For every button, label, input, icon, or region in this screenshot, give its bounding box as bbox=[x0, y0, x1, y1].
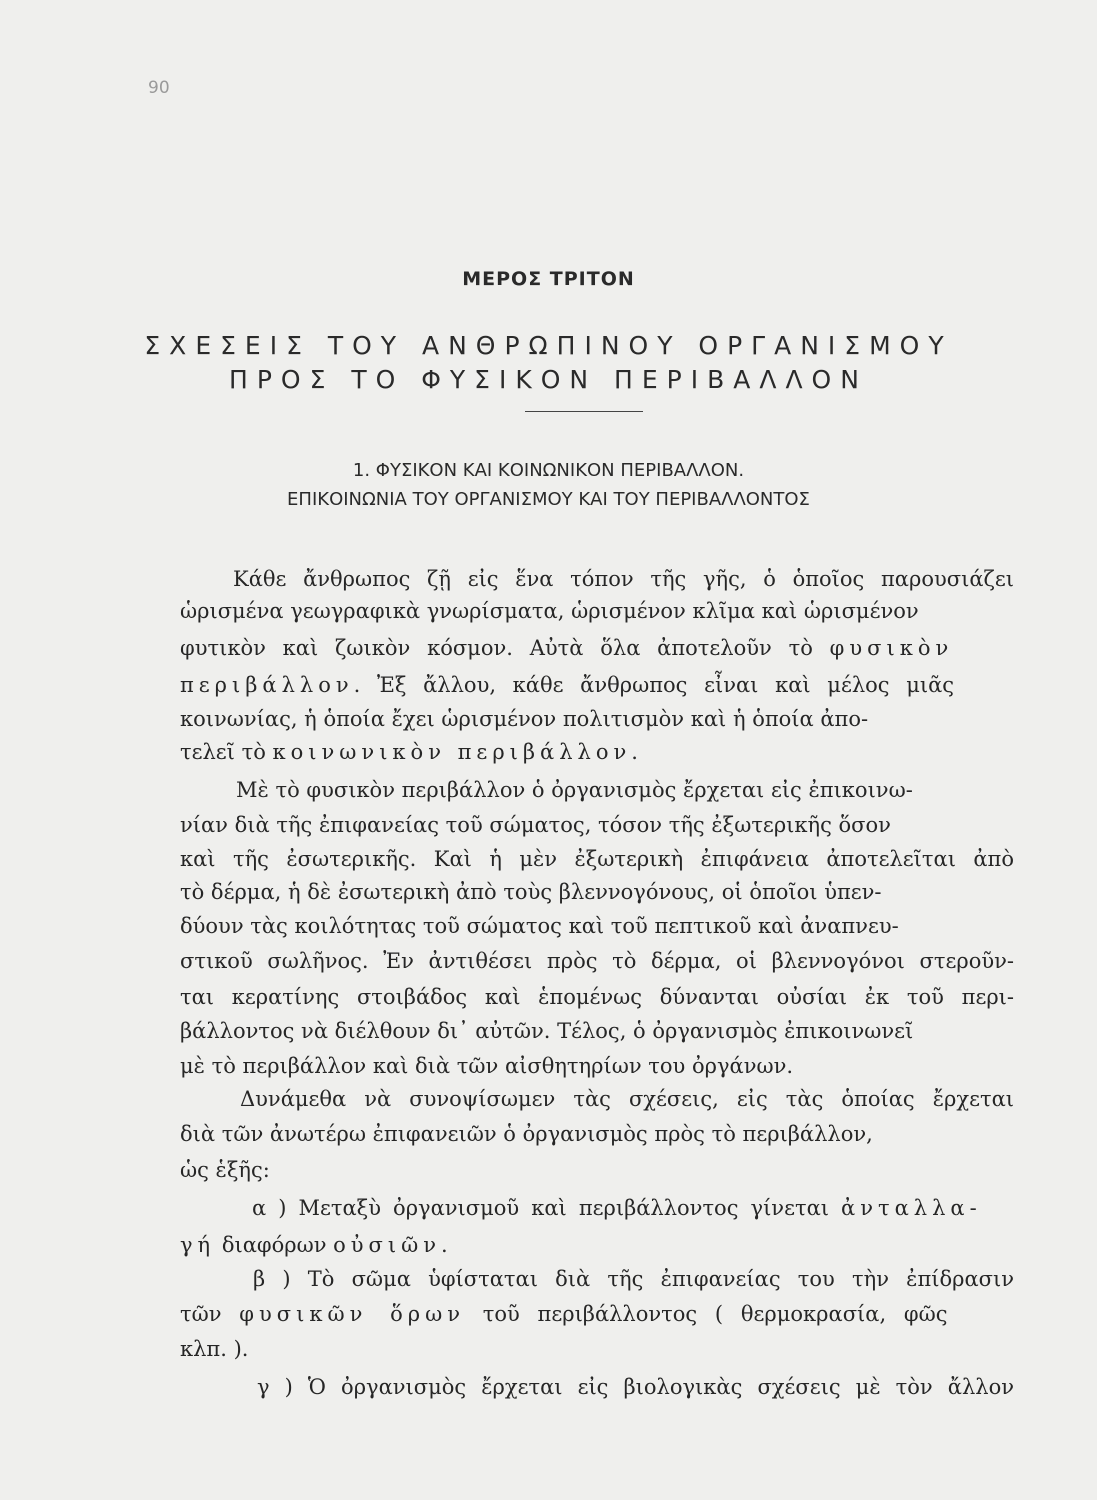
section-heading-line-1: 1. ΦΥΣΙΚΟΝ ΚΑΙ ΚΟΙΝΩΝΙΚΟΝ ΠΕΡΙΒΑΛΛΟΝ. bbox=[352, 460, 745, 481]
chapter-title-line-2: ΠΡΟΣ ΤΟ ΦΥΣΙΚΟΝ ΠΕΡΙΒΑΛΛΟΝ bbox=[229, 365, 868, 394]
text-line: ὡς ἑξῆς: bbox=[180, 1158, 270, 1182]
text-line: στικοῦ σωλῆνος. Ἐν ἀντιθέσει πρὸς τὸ δέρμα, οἱ βλεννογόνοι στεροῦν- bbox=[180, 949, 1014, 973]
chapter-title-line-1: ΣΧΕΣΕΙΣ ΤΟΥ ΑΝΘΡΩΠΙΝΟΥ ΟΡΓΑΝΙΣΜΟΥ bbox=[144, 331, 953, 360]
spaced-term: περιβάλλον bbox=[180, 673, 354, 697]
text-run: τελεῖ τὸ bbox=[180, 740, 273, 764]
spaced-term: ἀνταλλα- bbox=[841, 1196, 982, 1220]
text-line: διὰ τῶν ἀνωτέρω ἐπιφανειῶν ὁ ὀργανισμὸς πρὸς τὸ περιβάλλον, bbox=[180, 1122, 873, 1146]
spaced-term: οὐσιῶν bbox=[333, 1233, 442, 1257]
text-line: ται κερατίνης στοιβάδος καὶ ἑπομένως δύνανται οὐσίαι ἐκ τοῦ περι- bbox=[180, 985, 1014, 1009]
text-line: ὡρισμένα γεωγραφικὰ γνωρίσματα, ὡρισμένον κλῖμα καὶ ὡρισμένον bbox=[180, 599, 919, 623]
list-item-b-line-2 bbox=[180, 1302, 947, 1326]
text-line: δύουν τὰς κοιλότητας τοῦ σώματος καὶ τοῦ πεπτικοῦ καὶ ἀναπνευ- bbox=[180, 914, 899, 938]
text-run: . Ἐξ ἄλλου, κάθε ἄνθρωπος εἶναι καὶ μέλος μιᾶς bbox=[353, 673, 955, 697]
text-line: κοινωνίας, ἡ ὁποία ἔχει ὡρισμένον πολιτισμὸν καὶ ἡ ὁποία ἀπο- bbox=[180, 707, 869, 731]
text-line: τὸ δέρμα, ἡ δὲ ἐσωτερικὴ ἀπὸ τοὺς βλεννογόνους, οἱ ὁποῖοι ὑπεν- bbox=[180, 880, 882, 904]
text-run: διαφόρων bbox=[215, 1233, 334, 1257]
text-run: . bbox=[631, 740, 638, 764]
list-item-a-line-1 bbox=[252, 1196, 982, 1220]
text-line bbox=[180, 673, 954, 697]
spaced-term: κοινωνικὸν περιβάλλον bbox=[272, 740, 632, 764]
spaced-term: γή bbox=[180, 1233, 216, 1257]
spaced-term: φυσικῶν ὅρων bbox=[239, 1302, 465, 1326]
text-run: φυτικὸν καὶ ζωικὸν κόσμον. Αὐτὰ ὅλα ἀποτελοῦν τὸ bbox=[180, 636, 830, 660]
text-line: Δυνάμεθα νὰ συνοψίσωμεν τὰς σχέσεις, εἰς τὰς ὁποίας ἔρχεται bbox=[240, 1087, 1014, 1111]
text-line: καὶ τῆς ἐσωτερικῆς. Καὶ ἡ μὲν ἐξωτερικὴ ἐπιφάνεια ἀποτελεῖται ἀπὸ bbox=[180, 847, 1014, 871]
text-line: νίαν διὰ τῆς ἐπιφανείας τοῦ σώματος, τόσον τῆς ἐξωτερικῆς ὅσον bbox=[180, 813, 891, 837]
text-run: . bbox=[441, 1233, 448, 1257]
text-run: τῶν bbox=[180, 1302, 240, 1326]
list-item-b-line-1: β ) Τὸ σῶμα ὑφίσταται διὰ τῆς ἐπιφανείας του τὴν ἐπίδρασιν bbox=[253, 1267, 1014, 1291]
list-item-b-line-3: κλπ. ). bbox=[180, 1337, 249, 1361]
section-heading-line-2: ΕΠΙΚΟΙΝΩΝΙΑ ΤΟΥ ΟΡΓΑΝΙΣΜΟΥ ΚΑΙ ΤΟΥ ΠΕΡΙΒΑΛΛΟΝΤΟΣ bbox=[287, 489, 810, 510]
list-item-a-line-2 bbox=[180, 1233, 448, 1257]
list-item-c-line-1: γ ) Ὁ ὀργανισμὸς ἔρχεται εἰς βιολογικὰς σχέσεις μὲ τὸν ἄλλον bbox=[257, 1375, 1014, 1399]
text-line bbox=[180, 740, 638, 764]
text-line: μὲ τὸ περιβάλλον καὶ διὰ τῶν αἰσθητηρίων του ὀργάνων. bbox=[180, 1054, 794, 1078]
text-line: βάλλοντος νὰ διέλθουν δι᾿ αὐτῶν. Τέλος, ὁ ὀργανισμὸς ἐπικοινωνεῖ bbox=[180, 1019, 914, 1043]
text-line bbox=[180, 636, 953, 660]
text-run: α ) Μεταξὺ ὀργανισμοῦ καὶ περιβάλλοντος γίνεται bbox=[252, 1196, 842, 1220]
page-number: 90 bbox=[148, 78, 170, 98]
part-heading: ΜΕΡΟΣ ΤΡΙΤΟΝ bbox=[462, 268, 635, 290]
spaced-term: φυσικὸν bbox=[829, 636, 954, 660]
title-divider bbox=[525, 411, 643, 412]
text-line: Μὲ τὸ φυσικὸν περιβάλλον ὁ ὀργανισμὸς ἔρχεται εἰς ἐπικοινω- bbox=[236, 778, 913, 802]
text-line: Κάθε ἄνθρωπος ζῇ εἰς ἕνα τόπον τῆς γῆς, ὁ ὁποῖος παρουσιάζει bbox=[233, 567, 1014, 591]
text-run: τοῦ περιβάλλοντος ( θερμοκρασία, φῶς bbox=[464, 1302, 948, 1326]
